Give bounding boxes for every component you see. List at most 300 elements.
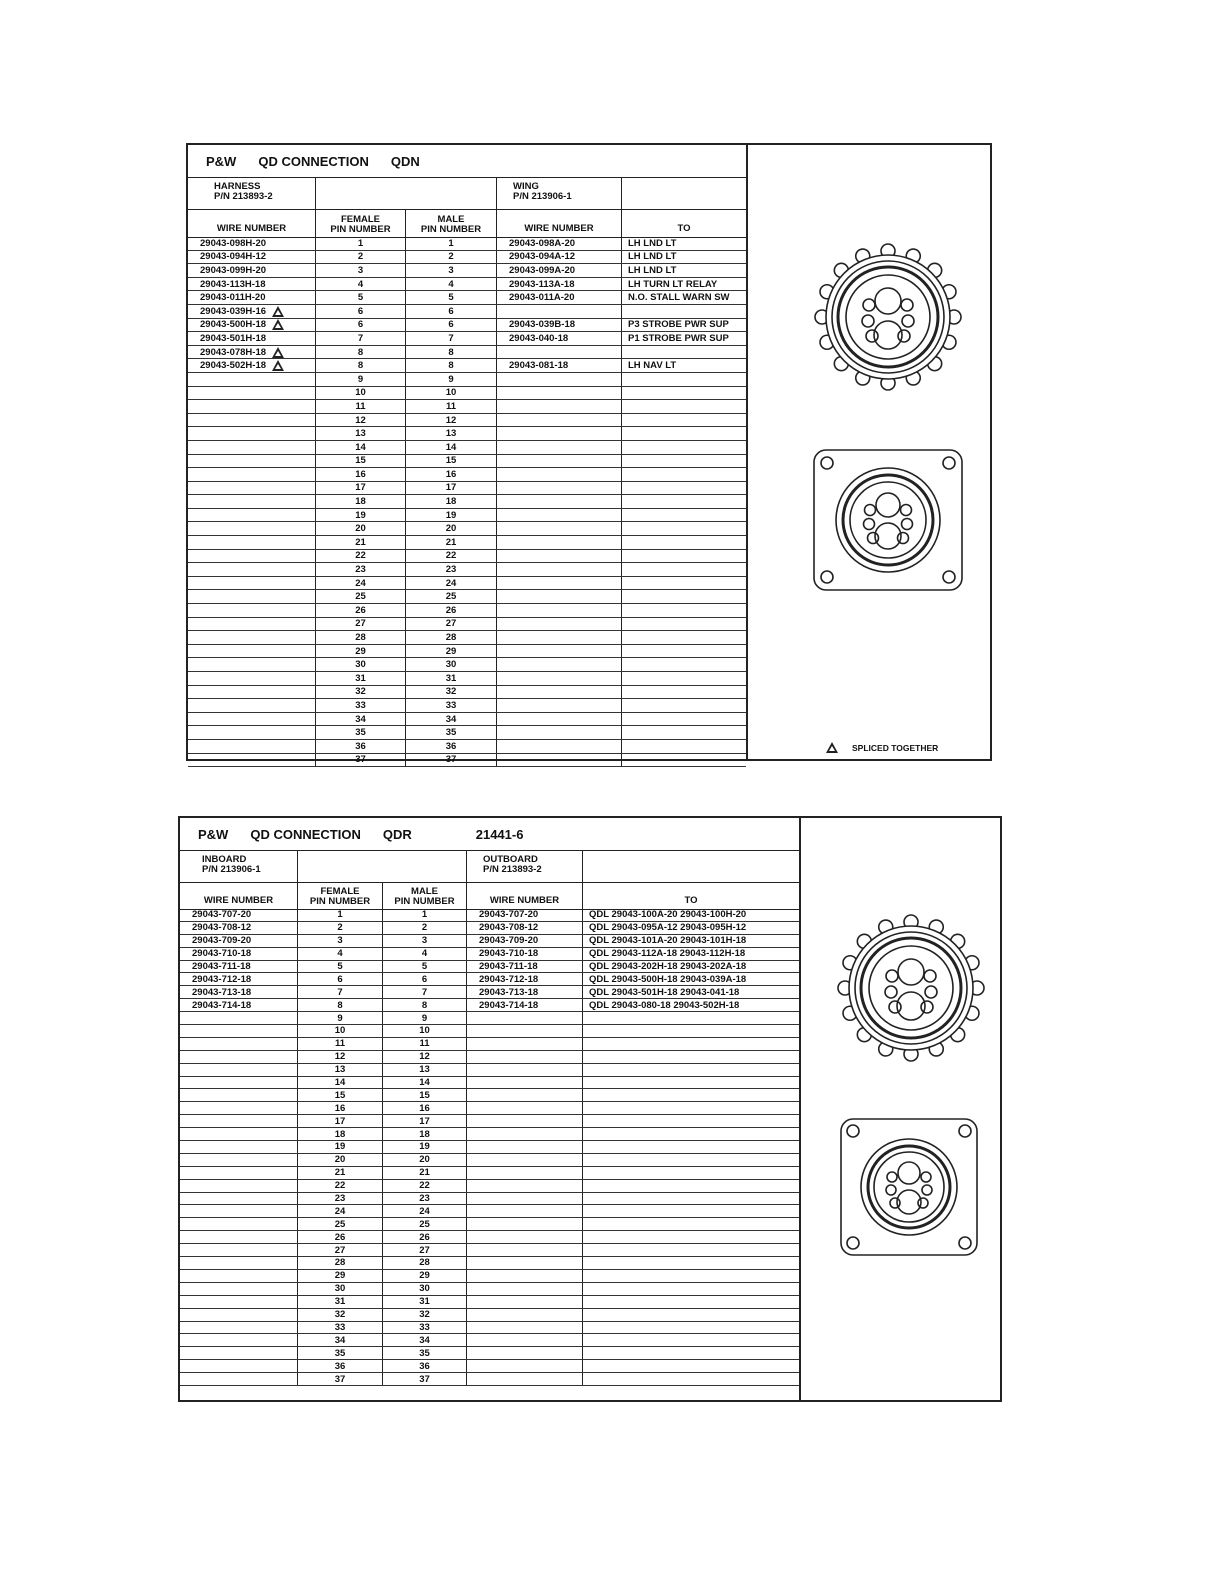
qdn-cell-to [622,482,746,495]
qdn-cell-text: 16 [445,468,457,480]
qdr-table-row [180,1257,799,1270]
qdr-cell-text: 26 [419,1231,430,1243]
qdn-cell-wire-number [188,754,316,767]
qdr-cell-to [583,1025,799,1037]
qdr-cell-text: 1 [337,909,343,921]
qdn-cell-wire-number [188,522,316,535]
qdr-cell-female-pin [298,1231,383,1243]
qdr-cell-text: 20 [419,1154,430,1166]
qdn-cell-wire-number [188,251,316,264]
qdr-cell-text: 29043-708-12 [192,922,252,934]
qdn-cell-text: 24 [355,577,366,589]
qdn-table-row [188,387,746,401]
qdr-cell-male-pin [383,1283,467,1295]
qdn-cell-text: LH TURN LT RELAY [628,278,718,290]
qdr-cell-text: QDL 29043-101A-20 29043-101H-18 [589,935,747,947]
qdr-cell-text: 29043-707-20 [479,909,539,921]
qdn-cell-text: 35 [445,727,457,739]
qdr-cell-male-pin [383,1154,467,1166]
qdn-cell-male-pin [406,468,497,481]
qdr-cell-text: 4 [337,948,343,960]
qdn-table-row [188,522,746,536]
qdr-table-row [180,1218,799,1231]
qdn-cell-female-pin [316,522,406,535]
qdr-cell-text: 28 [334,1257,346,1269]
qdr-cell-mating-wire-number [467,1180,583,1192]
qdn-cell-to [622,618,746,631]
qdn-table-row [188,305,746,319]
qdn-cell-text: 19 [445,509,457,521]
qdr-cell-mating-wire-number [467,1334,583,1346]
qdn-cell-mating-wire-number [497,305,622,318]
qdn-cell-text: 2 [357,251,364,263]
qdr-cell-male-pin [383,1309,467,1321]
qdn-cell-wire-number [188,726,316,739]
qdr-cell-male-pin [383,948,467,960]
qdr-cell-male-pin [383,1270,467,1282]
qdr-cell-female-pin [298,1089,383,1101]
qdr-cell-mating-wire-number [467,1218,583,1230]
qdr-cell-mating-wire-number [467,1309,583,1321]
qdr-inboard-label: INBOARD [202,854,247,865]
qdn-table-row [188,495,746,509]
qdn-cell-to [622,278,746,291]
qdn-cell-text: 29043-502H-18 [200,360,267,372]
qdn-cell-mating-wire-number [497,645,622,658]
qdr-cell-text: 14 [419,1077,430,1089]
qdn-cell-text: 16 [355,468,366,480]
qdn-table-row [188,237,746,251]
qdn-cell-to [622,332,746,345]
qdr-cell-text: 16 [419,1102,430,1114]
qdr-cell-female-pin [298,909,383,921]
qdn-cell-text: LH LND LT [628,264,677,276]
qdr-cell-text: 3 [337,935,343,947]
qdr-cell-text: 29043-711-18 [479,961,538,972]
qdn-cell-male-pin [406,319,497,332]
qdn-cell-female-pin [316,468,406,481]
qdr-table-row [180,1012,799,1025]
qdn-cell-text: 19 [355,509,366,521]
qdn-cell-text: 8 [357,360,364,372]
qdn-col-wing-wire-number: WIRE NUMBER [497,209,622,237]
qdr-cell-female-pin [298,1012,383,1024]
qdn-table-row [188,332,746,346]
qdn-cell-mating-wire-number [497,264,622,277]
qdr-cell-to [583,1360,799,1372]
qdn-flange-connector-icon [811,447,965,593]
qdr-title [180,818,799,851]
qdn-cell-text: 7 [448,332,454,344]
qdr-table-row [180,1051,799,1064]
spliced-warning-icon [272,347,284,358]
qdr-col-outboard-wire-number: WIRE NUMBER [467,882,583,909]
qdn-table-row [188,278,746,292]
qdn-cell-mating-wire-number [497,754,622,767]
qdr-cell-wire-number [180,986,298,998]
qdr-cell-female-pin [298,1038,383,1050]
qdn-cell-mating-wire-number [497,536,622,549]
qdn-cell-female-pin [316,536,406,549]
qdr-cell-wire-number [180,1038,298,1050]
qdr-wiring-table [180,818,801,1400]
qdn-cell-text: 25 [355,591,366,603]
qdn-cell-text: N.O. STALL WARN SW [628,292,730,304]
qdr-cell-mating-wire-number [467,973,583,985]
qdn-cell-male-pin [406,291,497,304]
qdr-cell-text: 22 [334,1180,346,1192]
qdr-cell-text: 13 [334,1064,346,1076]
qdn-cell-female-pin [316,400,406,413]
qdr-cell-male-pin [383,1218,467,1230]
qdn-cell-female-pin [316,291,406,304]
qdr-cell-wire-number [180,999,298,1011]
qdr-cell-to [583,1051,799,1063]
qdn-table-row [188,618,746,632]
qdr-cell-mating-wire-number [467,986,583,998]
qdn-table-row [188,590,746,604]
qdr-table-row [180,1296,799,1309]
qdn-cell-male-pin [406,604,497,617]
qdn-cell-male-pin [406,400,497,413]
qdn-table-row [188,468,746,482]
qdn-cell-text: 34 [355,713,366,725]
qdn-title-brand: P&W [206,153,237,169]
qdr-cell-mating-wire-number [467,999,583,1011]
spliced-warning-icon [272,319,284,330]
qdn-table-row [188,631,746,645]
qdn-cell-male-pin [406,740,497,753]
qdr-cell-wire-number [180,922,298,934]
qdn-spliced-note [826,742,938,753]
qdr-outboard-group [467,851,583,882]
qdn-cell-text: 6 [357,305,364,317]
qdr-cell-male-pin [383,1360,467,1372]
qdr-cell-to [583,1270,799,1282]
qdn-cell-text: 13 [445,428,457,440]
qdr-cell-female-pin [298,986,383,998]
qdn-cell-text: 29043-081-18 [509,360,569,372]
qdr-cell-male-pin [383,935,467,947]
qdr-cell-text: 17 [419,1115,430,1127]
qdr-cell-to [583,1283,799,1295]
qdr-cell-male-pin [383,1193,467,1205]
qdn-cell-text: 25 [445,591,457,603]
qdn-col-male-pin: MALE PIN NUMBER [406,209,497,237]
qdn-table-row [188,319,746,333]
qdr-cell-mating-wire-number [467,1038,583,1050]
qdr-cell-text: 29043-709-20 [479,935,539,947]
qdr-cell-wire-number [180,1141,298,1153]
qdr-cell-text: 22 [419,1180,430,1192]
qdn-cell-mating-wire-number [497,441,622,454]
qdr-cell-female-pin [298,1309,383,1321]
qdn-cell-male-pin [406,658,497,671]
qdn-cell-to [622,686,746,699]
qdr-cell-to [583,1154,799,1166]
qdr-cell-mating-wire-number [467,1193,583,1205]
qdr-cell-text: 37 [419,1373,430,1385]
qdr-table-row [180,1102,799,1115]
qdr-connector-area [801,818,1000,1400]
qdn-cell-text: 9 [448,373,454,385]
qdr-cell-text: 29043-707-20 [192,909,252,921]
qdr-cell-wire-number [180,973,298,985]
qdn-cell-female-pin [316,237,406,250]
qdr-cell-text: QDL 29043-202H-18 29043-202A-18 [589,961,747,972]
qdn-cell-mating-wire-number [497,373,622,386]
qdr-pin-group-blank [298,851,467,882]
qdn-cell-wire-number [188,672,316,685]
qdr-cell-wire-number [180,1270,298,1282]
qdr-title-brand: P&W [198,826,229,842]
qdr-cell-male-pin [383,1012,467,1024]
qdr-cell-to [583,1089,799,1101]
qdr-cell-text: 29043-710-18 [192,948,252,960]
qdn-cell-male-pin [406,536,497,549]
qdn-cell-text: 26 [445,604,457,616]
qdn-cell-text: 34 [445,713,457,725]
qdr-cell-to [583,1128,799,1140]
qdn-cell-text: 1 [448,237,454,249]
qdn-cell-mating-wire-number [497,291,622,304]
qdr-cell-to [583,973,799,985]
qdn-cell-text: 21 [445,536,457,548]
qdr-cell-mating-wire-number [467,1283,583,1295]
qdn-cell-text: 30 [355,659,366,671]
qdn-cell-female-pin [316,577,406,590]
qdr-cell-text: 6 [337,973,343,985]
qdn-cell-text: 6 [357,319,364,331]
qdr-cell-to [583,961,799,973]
qdr-cell-wire-number [180,1051,298,1063]
qdn-title-label: QD CONNECTION [258,153,369,169]
qdn-cell-text: 33 [355,699,366,711]
qdn-cell-female-pin [316,686,406,699]
qdn-cell-text: 11 [445,400,457,412]
qdr-table-row [180,1373,799,1386]
qdr-cell-text: 10 [419,1025,430,1037]
qdn-cell-text: 27 [445,618,457,630]
qdn-cell-wire-number [188,550,316,563]
qdr-cell-female-pin [298,948,383,960]
qdr-cell-female-pin [298,1334,383,1346]
qdr-cell-text: 35 [419,1347,430,1359]
qdn-table-row [188,482,746,496]
qdr-cell-text: 30 [334,1283,346,1295]
qdr-cell-female-pin [298,1115,383,1127]
qdn-cell-male-pin [406,482,497,495]
qdn-cell-mating-wire-number [497,686,622,699]
qdr-table-row [180,1180,799,1193]
qdn-cell-wire-number [188,319,316,332]
qdr-table-row [180,1360,799,1373]
qdn-cell-to [622,400,746,413]
qdn-cell-male-pin [406,699,497,712]
qdr-cell-to [583,1167,799,1179]
qdr-cell-male-pin [383,1167,467,1179]
qdr-cell-male-pin [383,1322,467,1334]
qdn-cell-wire-number [188,400,316,413]
qdr-cell-wire-number [180,1218,298,1230]
qdr-table-row [180,909,799,922]
qdr-cell-wire-number [180,1102,298,1114]
qdr-cell-wire-number [180,1064,298,1076]
qdn-table-row [188,455,746,469]
qdr-inboard-group [180,851,298,882]
qdr-cell-to [583,999,799,1011]
qdn-cell-female-pin [316,563,406,576]
qdn-cell-female-pin [316,482,406,495]
qdn-cell-wire-number [188,468,316,481]
qdr-cell-mating-wire-number [467,1012,583,1024]
qdn-cell-mating-wire-number [497,468,622,481]
qdn-cell-wire-number [188,686,316,699]
qdr-column-header [180,882,799,910]
qdn-cell-wire-number [188,278,316,291]
qdr-cell-text: 29043-713-18 [192,986,252,998]
qdr-cell-male-pin [383,1231,467,1243]
qdn-cell-mating-wire-number [497,346,622,359]
qdr-cell-text: 6 [421,973,428,985]
qdn-cell-text: 29043-094H-12 [200,251,267,263]
qdr-cell-female-pin [298,1102,383,1114]
qdr-cell-text: 21 [334,1167,346,1179]
qdn-cell-to [622,387,746,400]
qdr-cell-female-pin [298,961,383,973]
qdr-cell-wire-number [180,1115,298,1127]
qdn-cell-text: 10 [355,387,366,399]
qdr-cell-male-pin [383,909,467,921]
qdr-cell-female-pin [298,1193,383,1205]
qdn-cell-wire-number [188,291,316,304]
qdn-cell-male-pin [406,441,497,454]
qdr-cell-to [583,1347,799,1359]
qdn-cell-mating-wire-number [497,604,622,617]
qdn-table-row [188,400,746,414]
qdr-cell-wire-number [180,1360,298,1372]
qdn-cell-female-pin [316,264,406,277]
qdr-cell-male-pin [383,1128,467,1140]
qdr-cell-mating-wire-number [467,1089,583,1101]
qdr-cell-text: 34 [419,1334,430,1346]
qdr-cell-text: 37 [334,1373,346,1385]
qdn-cell-text: 4 [448,278,454,290]
qdr-table-row [180,1089,799,1102]
qdr-cell-male-pin [383,1051,467,1063]
spliced-warning-icon [826,742,838,753]
qdn-cell-male-pin [406,672,497,685]
qdn-cell-male-pin [406,346,497,359]
qdn-cell-to [622,305,746,318]
qdr-cell-text: 2 [421,922,428,934]
qdn-cell-female-pin [316,346,406,359]
qdr-table-row [180,1205,799,1218]
qdr-cell-mating-wire-number [467,922,583,934]
qdn-table-row [188,373,746,387]
qdr-cell-to [583,1064,799,1076]
qdn-cell-female-pin [316,740,406,753]
qdr-cell-to [583,948,799,960]
qdn-cell-mating-wire-number [497,482,622,495]
qdn-cell-to [622,509,746,522]
qdr-col-wire-number: WIRE NUMBER [180,882,298,909]
qdn-cell-male-pin [406,359,497,372]
qdr-cell-male-pin [383,986,467,998]
qdr-cell-male-pin [383,1205,467,1217]
qdr-table-row [180,1025,799,1038]
qdr-table-row [180,1128,799,1141]
qdr-cell-wire-number [180,948,298,960]
qdn-cell-mating-wire-number [497,332,622,345]
qdn-table-row [188,291,746,305]
qdn-cell-text: 21 [355,536,366,548]
qdn-cell-mating-wire-number [497,319,622,332]
qdr-cell-text: 26 [334,1231,346,1243]
qdr-cell-text: 29043-711-18 [192,961,251,972]
qdr-table-row [180,1064,799,1077]
qdr-cell-text: 28 [419,1257,430,1269]
qdr-connection-panel [178,816,1002,1402]
qdn-cell-female-pin [316,441,406,454]
qdr-table-row [180,1115,799,1128]
qdr-round-connector-icon [831,908,991,1068]
qdr-cell-mating-wire-number [467,1064,583,1076]
qdr-cell-wire-number [180,1180,298,1192]
qdn-cell-text: 29043-078H-18 [200,346,267,358]
qdn-cell-mating-wire-number [497,658,622,671]
qdr-table-row [180,961,799,974]
qdr-cell-text: 24 [334,1205,346,1217]
qdn-cell-text: 29043-098H-20 [200,237,267,249]
spliced-warning-icon [272,360,284,371]
qdr-cell-wire-number [180,1347,298,1359]
qdn-group-header [188,178,746,210]
qdn-cell-text: 22 [355,550,366,562]
qdr-cell-mating-wire-number [467,935,583,947]
qdn-cell-text: 13 [355,428,366,440]
qdr-cell-wire-number [180,1077,298,1089]
qdn-cell-mating-wire-number [497,522,622,535]
qdn-cell-wire-number [188,264,316,277]
qdr-cell-female-pin [298,935,383,947]
qdr-cell-text: 12 [419,1051,430,1063]
qdn-cell-male-pin [406,522,497,535]
qdr-cell-female-pin [298,922,383,934]
qdn-table-row [188,346,746,360]
qdr-cell-text: 7 [421,986,428,998]
qdr-cell-to [583,1012,799,1024]
qdr-cell-text: 29043-714-18 [192,999,252,1011]
qdn-cell-mating-wire-number [497,495,622,508]
qdn-cell-wire-number [188,237,316,250]
qdr-cell-female-pin [298,973,383,985]
qdr-flange-connector-icon [838,1116,980,1258]
qdr-cell-mating-wire-number [467,1051,583,1063]
qdr-cell-wire-number [180,961,298,973]
qdr-table-row [180,1322,799,1335]
qdn-cell-male-pin [406,686,497,699]
qdn-cell-text: 33 [445,699,457,711]
qdn-cell-mating-wire-number [497,278,622,291]
qdr-cell-text: 10 [334,1025,346,1037]
qdn-cell-text: 29 [355,645,366,657]
qdn-wing-group [497,178,622,209]
qdn-to-group-blank [622,178,746,209]
qdn-cell-to [622,251,746,264]
qdn-cell-wire-number [188,305,316,318]
qdn-cell-mating-wire-number [497,427,622,440]
